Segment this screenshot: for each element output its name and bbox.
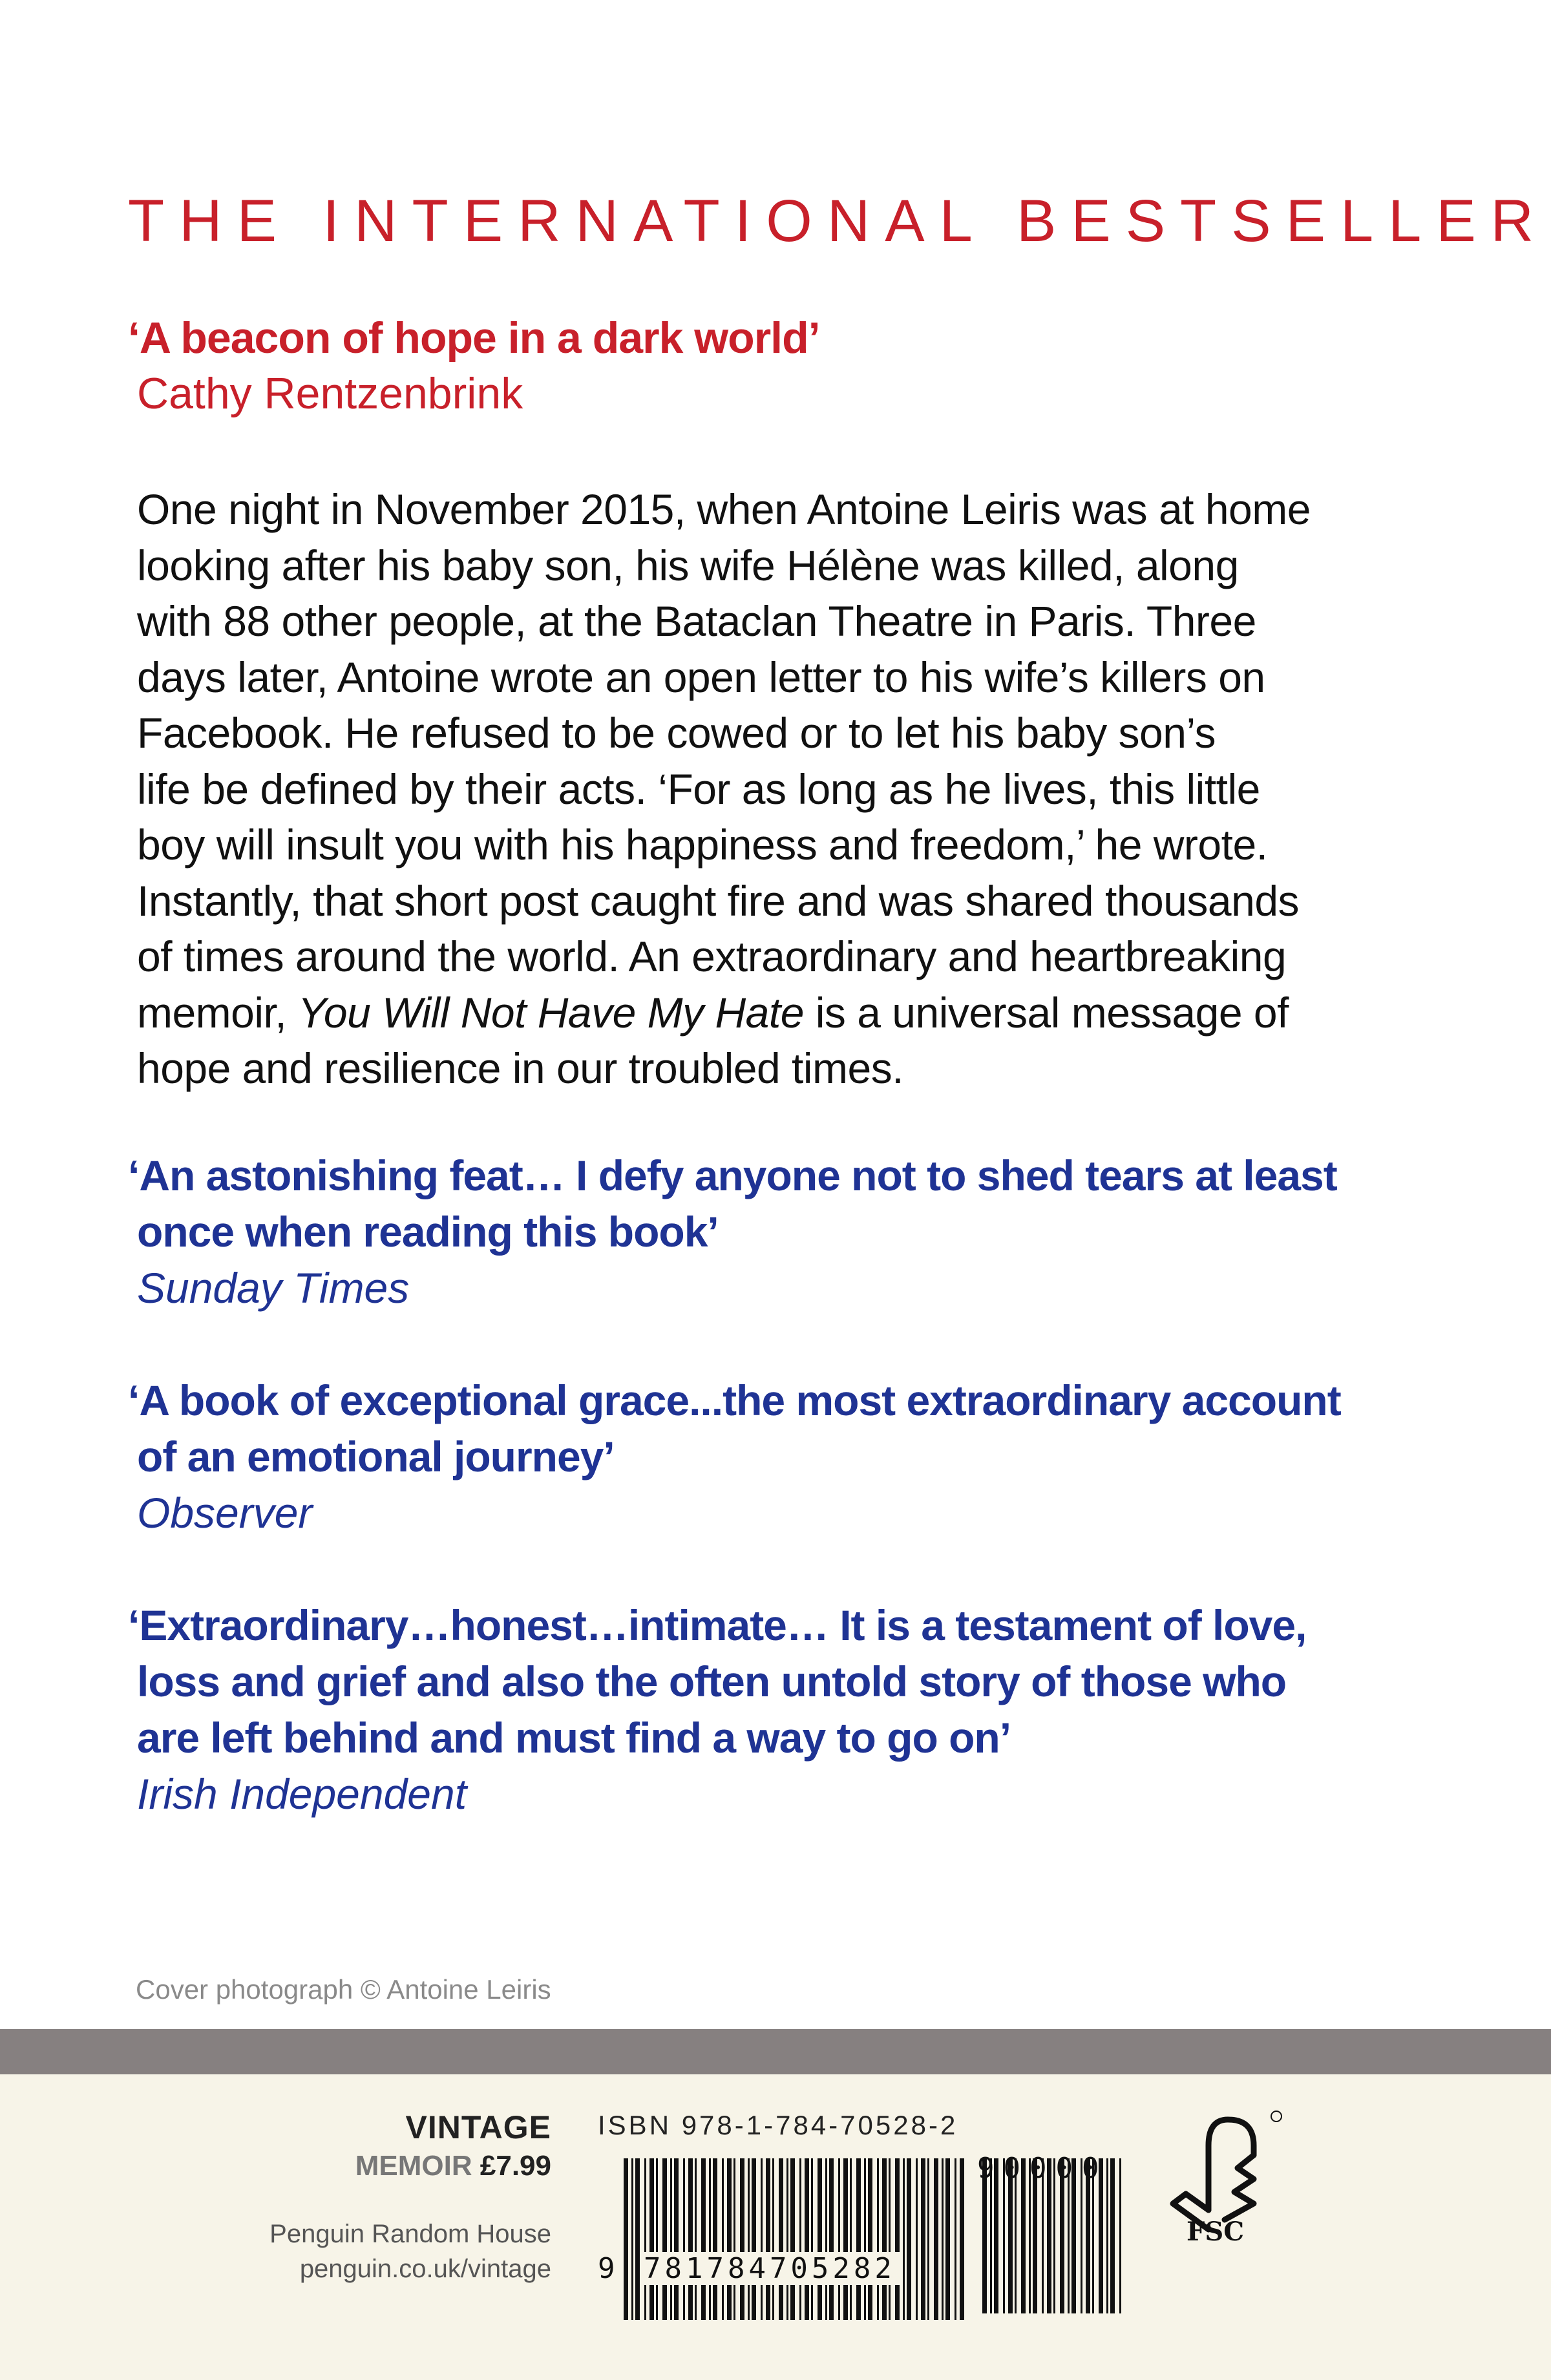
- blurb-line: days later, Antoine wrote an open letter to his wife’s killers on: [137, 653, 1265, 701]
- publisher-url: penguin.co.uk/vintage: [299, 2255, 551, 2283]
- barcode-bar: [786, 2158, 788, 2320]
- review-quote-line: ‘A book of exceptional grace...the most extraordinary account: [128, 1376, 1341, 1424]
- review-quote: [128, 1148, 1337, 1316]
- barcode-bar: [850, 2158, 852, 2320]
- blurb-line: looking after his baby son, his wife Hélène was killed, along: [137, 541, 1239, 589]
- isbn-label: ISBN 978-1-784-70528-2: [598, 2110, 958, 2140]
- barcode-bar: [811, 2158, 813, 2320]
- barcode-bar: [790, 2158, 795, 2320]
- blurb-line: hope and resilience in our troubled times.: [137, 1044, 904, 1092]
- review-quote-line: of an emotional journey’: [137, 1433, 615, 1480]
- barcode-bar: [921, 2158, 925, 2320]
- barcode-addon-digits: 90000: [977, 2152, 1108, 2185]
- barcode-bar: [683, 2158, 685, 2320]
- barcode-bar: [825, 2158, 827, 2320]
- headline: THE INTERNATIONAL BESTSELLER: [128, 188, 1549, 254]
- review-quote-line: ‘An astonishing feat… I defy anyone not to shed tears at least: [128, 1152, 1337, 1199]
- review-quote-source: Sunday Times: [137, 1264, 410, 1312]
- review-quote: [128, 1597, 1306, 1822]
- featured-quote-text: ‘A beacon of hope in a dark world’: [128, 313, 820, 363]
- barcode-bar: [805, 2158, 809, 2320]
- featured-quote: [128, 310, 1420, 421]
- review-quote-line: once when reading this book’: [137, 1208, 719, 1256]
- blurb-line: of times around the world. An extraordinary and heartbreaking: [137, 932, 1287, 980]
- barcode-bar: [695, 2158, 697, 2320]
- barcode-bar: [843, 2158, 848, 2320]
- barcode-bar: [701, 2158, 706, 2320]
- blurb-line: Instantly, that short post caught fire and was shared thousands: [137, 876, 1300, 925]
- barcode-bar: [889, 2158, 891, 2320]
- barcode-bar: [838, 2158, 840, 2320]
- barcode-bar: [829, 2158, 834, 2320]
- barcode-bar: [722, 2158, 724, 2320]
- review-quote-line: are left behind and must find a way to go on’: [137, 1714, 1011, 1762]
- barcode-bar: [727, 2158, 732, 2320]
- barcode-bar: [662, 2158, 667, 2320]
- review-quote-line: loss and grief and also the often untold story of those who: [137, 1658, 1287, 1705]
- barcode-bar: [631, 2158, 633, 2320]
- barcode-bar: [670, 2158, 672, 2320]
- book-title: You Will Not Have My Hate: [298, 988, 804, 1037]
- barcode-bar: [955, 2158, 956, 2320]
- barcode-digits: 781784705282: [640, 2252, 900, 2285]
- review-quote: [128, 1373, 1341, 1541]
- barcode-bar: [674, 2158, 679, 2320]
- barcode-bar: [927, 2158, 929, 2320]
- publisher: [269, 2217, 551, 2286]
- barcode-leading-digit: 9: [598, 2252, 615, 2285]
- barcode-bar: [779, 2158, 783, 2320]
- barcode-bar: [713, 2158, 717, 2320]
- publisher-name: Penguin Random House: [269, 2220, 551, 2248]
- barcode-bar: [1119, 2158, 1121, 2313]
- blurb-line: with 88 other people, at the Bataclan Theatre in Paris. Three: [137, 597, 1256, 645]
- barcode-bar: [903, 2158, 905, 2320]
- barcode-bar: [934, 2158, 938, 2320]
- review-quote-source: Observer: [137, 1489, 313, 1537]
- barcode-bar: [942, 2158, 944, 2320]
- cover-credit: Cover photograph © Antoine Leiris: [136, 1974, 551, 2005]
- barcode-bar: [624, 2158, 628, 2320]
- blurb-line: One night in November 2015, when Antoine Leiris was at home: [137, 485, 1311, 533]
- blurb-line: life be defined by their acts. ‘For as long as he lives, this little: [137, 764, 1260, 813]
- barcode-bar: [688, 2158, 693, 2320]
- barcode-bar: [772, 2158, 774, 2320]
- barcode-bar: [656, 2158, 658, 2320]
- barcode-bar: [766, 2158, 770, 2320]
- barcode-bar: [761, 2158, 763, 2320]
- genre: MEMOIR: [355, 2150, 472, 2182]
- barcode-bar: [895, 2158, 900, 2320]
- imprint: [355, 2108, 551, 2185]
- blurb-line: Facebook. He refused to be cowed or to let his baby son’s: [137, 709, 1216, 757]
- barcode-bar: [635, 2158, 640, 2320]
- barcode-bar: [864, 2158, 866, 2320]
- review-quote-source: Irish Independent: [137, 1770, 467, 1818]
- barcode-bar: [748, 2158, 750, 2320]
- barcode-bar: [799, 2158, 801, 2320]
- barcode-bar: [907, 2158, 911, 2320]
- imprint-name: VINTAGE: [405, 2109, 551, 2145]
- genre-price: [355, 2147, 551, 2185]
- barcode-bar: [818, 2158, 822, 2320]
- barcode-bar: [960, 2158, 964, 2320]
- barcode-bar: [709, 2158, 711, 2320]
- barcode-bar: [868, 2158, 872, 2320]
- barcode-bar: [644, 2158, 646, 2320]
- blurb-line: boy will insult you with his happiness and freedom,’ he wrote.: [137, 821, 1268, 869]
- divider-band: [0, 2029, 1551, 2074]
- fsc-label: FSC: [1187, 2217, 1245, 2247]
- barcode-bar: [856, 2158, 861, 2320]
- featured-quote-source: Cathy Rentzenbrink: [137, 369, 523, 418]
- blurb-text: is a universal message of: [803, 988, 1289, 1037]
- barcode-bar: [1110, 2158, 1115, 2313]
- blurb-text: memoir,: [137, 988, 299, 1037]
- barcode-bar: [877, 2158, 879, 2320]
- barcode-bar: [882, 2158, 887, 2320]
- barcode-bar: [733, 2158, 735, 2320]
- barcode-bar: [945, 2158, 950, 2320]
- barcode-bar: [752, 2158, 756, 2320]
- price: £7.99: [480, 2150, 551, 2182]
- barcode-bar: [740, 2158, 744, 2320]
- blurb-line: [137, 985, 1462, 1041]
- review-quote-line: ‘Extraordinary…honest…intimate… It is a testament of love,: [128, 1601, 1307, 1649]
- blurb: [137, 481, 1462, 1097]
- barcode-bar: [649, 2158, 654, 2320]
- barcode-bar: [916, 2158, 918, 2320]
